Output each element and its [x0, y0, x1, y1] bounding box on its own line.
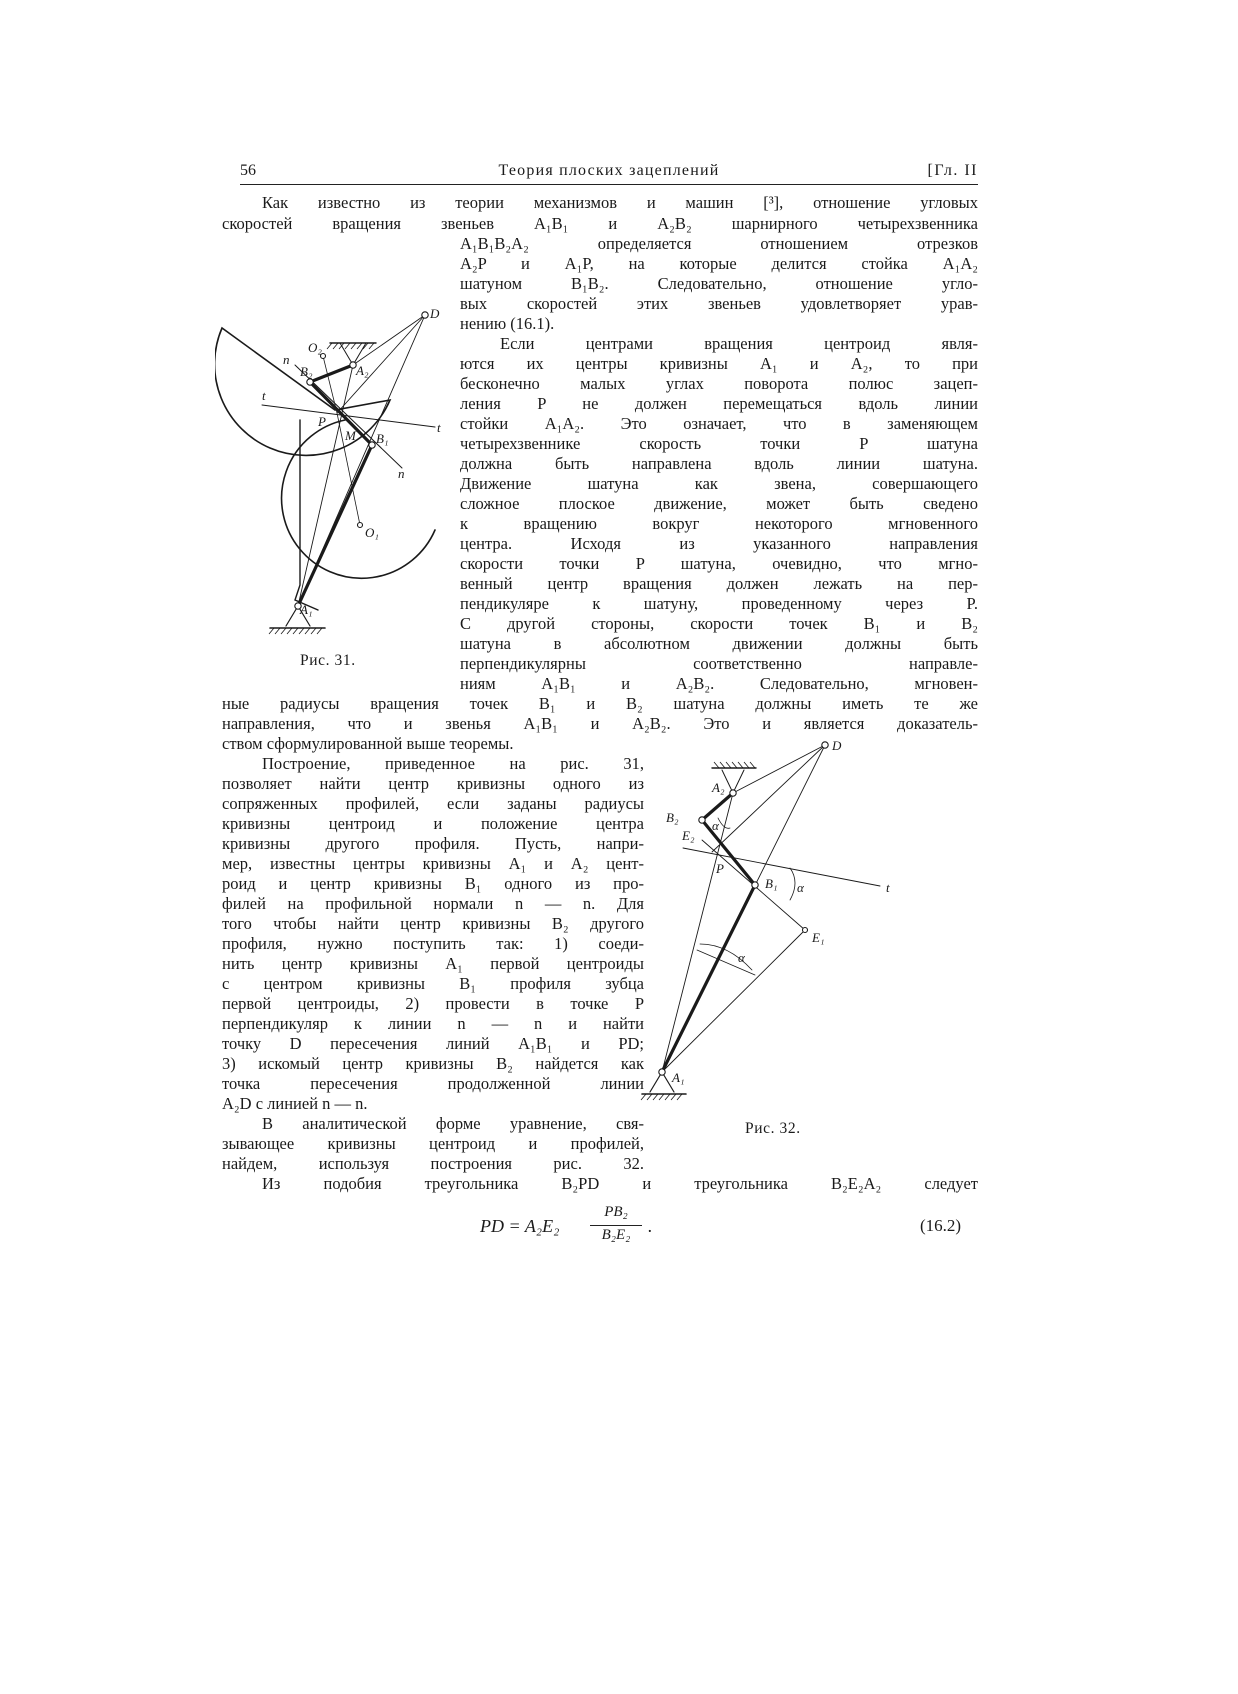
label-alpha-mid: α [738, 950, 745, 965]
text-line: Построение, приведенное на рис. 31, [262, 754, 644, 773]
formula-16-2 [480, 1204, 680, 1254]
text-line: центра. Исходя из указанного направления [460, 534, 978, 553]
chapter-marker: [Гл. II [927, 162, 978, 179]
text-line: скорости точки P шатуна, очевидно, что мгно- [460, 554, 978, 573]
text-line: найдем, используя построения рис. 32. [222, 1154, 644, 1173]
label-p: P [716, 861, 724, 876]
text-line: сопряженных профилей, если заданы радиусы [222, 794, 644, 813]
figure-32-caption: Рис. 32. [745, 1120, 801, 1137]
text-line: кривизны другого профиля. Пусть, напри- [222, 834, 644, 853]
joint-b1 [752, 882, 758, 888]
link-b2-a2 [702, 793, 733, 820]
label-b1: B₁ [376, 431, 389, 446]
label-a2: A₂ [356, 363, 369, 378]
formula-lhs: PD = A₂E₂ [480, 1216, 560, 1236]
label-o1: O₁ [365, 525, 379, 540]
label-d: D [832, 738, 842, 753]
label-b1: B₁ [765, 876, 778, 891]
text-line: венный центр вращения должен лежать на пер- [460, 574, 978, 593]
text-line: перпендикулярны соответственно направле- [460, 654, 978, 673]
line-a2-d [733, 745, 825, 793]
text-line: A₁B₁B₂A₂ определяется отношением отрезков [460, 234, 978, 253]
text-line: позволяет найти центр кривизны одного из [222, 774, 644, 793]
text-line: зывающее кривизны центроид и профилей, [222, 1134, 644, 1153]
text-line: Как известно из теории механизмов и машин [³], отношение угловых [262, 193, 978, 212]
text-line: с центром кривизны B₁ профиля зубца [222, 974, 644, 993]
text-line: ством сформулированной выше теоремы. [222, 734, 514, 753]
point-d [822, 742, 828, 748]
text-line: нить центр кривизны A₁ первой центроиды [222, 954, 644, 973]
label-alpha-right: α [797, 880, 804, 895]
joint-b2 [699, 817, 705, 823]
line-a1-e1 [662, 930, 805, 1072]
figure-32 [640, 730, 910, 1115]
text-line: Движение шатуна как звена, совершающего [460, 474, 978, 493]
label-t-right: t [437, 420, 441, 435]
coupler-b2-b1 [702, 820, 755, 885]
text-line: ются их центры кривизны A₁ и A₂, то при [460, 354, 978, 373]
equation-number: (16.2) [920, 1216, 962, 1235]
label-a1: A₁ [672, 1070, 685, 1085]
formula-denominator: B₂E₂ [601, 1227, 631, 1243]
text-line: мер, известны центры кривизны A₁ и A₂ цент- [222, 854, 644, 873]
text-line: первой центроиды, 2) провести в точке P [222, 994, 644, 1013]
figure-31 [215, 240, 460, 645]
line-a1-a2 [662, 793, 733, 1072]
label-e1: E₁ [812, 930, 825, 945]
text-line: должна быть направлена вдоль линии шатуна. [460, 454, 978, 473]
text-line: ления P не должен перемещаться вдоль линии [460, 394, 978, 413]
formula-period: . [648, 1216, 653, 1236]
text-line: точка пересечения продолженной линии [222, 1074, 644, 1093]
joint-a1 [659, 1069, 665, 1075]
text-line: ные радиусы вращения точек B₁ и B₂ шатуна должны иметь те же [222, 694, 978, 713]
text-line: того чтобы найти центр кривизны B₂ другого [222, 914, 644, 933]
label-t: t [886, 880, 890, 895]
point-o1 [358, 523, 363, 528]
text-line: точку D пересечения линий A₁B₁ и PD; [222, 1034, 644, 1053]
text-line: четырехзвеннике скорость точки P шатуна [460, 434, 978, 453]
joint-a2 [730, 790, 736, 796]
label-a2: A₂ [712, 780, 725, 795]
label-o2: O₂ [308, 340, 322, 355]
label-t-left: t [262, 388, 266, 403]
link-b2-a2 [310, 365, 353, 382]
lower-centroid-curve [282, 420, 435, 578]
formula-numerator: PB₂ [604, 1204, 628, 1220]
text-line: скоростей вращения звеньев A₁B₁ и A₂B₂ шарнирного четырехзвенника [222, 214, 978, 233]
running-title: Теория плоских зацеплений [498, 162, 720, 179]
joint-b2 [307, 379, 313, 385]
text-line: 3) искомый центр кривизны B₂ найдется как [222, 1054, 644, 1073]
ground-hatching [269, 343, 374, 634]
angle-mark-line [697, 950, 755, 975]
text-line: A₂D с линией n — n. [222, 1094, 368, 1113]
label-b2: B₂ [300, 364, 313, 379]
label-n-bottom: n [398, 466, 405, 481]
label-p: P [318, 414, 326, 429]
angle-arc-top [718, 818, 730, 828]
joint-b1 [369, 442, 375, 448]
text-line: кривизны центроид и положение центра [222, 814, 644, 833]
text-line: Если центрами вращения центроид явля- [500, 334, 978, 353]
point-d [422, 312, 428, 318]
text-line: В аналитической форме уравнение, свя- [262, 1114, 644, 1133]
label-b2: B₂ [666, 810, 679, 825]
page-number: 56 [240, 162, 256, 179]
fraction-bar [590, 1225, 642, 1226]
text-line: шатуна в абсолютном движении должны быть [460, 634, 978, 653]
label-n-top: n [283, 352, 290, 367]
running-header [240, 162, 978, 185]
text-line: вых скоростей этих звеньев удовлетворяет урав- [460, 294, 978, 313]
text-line: перпендикуляр к линии n — n и найти [222, 1014, 644, 1033]
text-line: нению (16.1). [460, 314, 555, 333]
point-e1 [803, 928, 808, 933]
text-line: направления, что и звенья A₁B₁ и A₂B₂. Это и является доказатель- [222, 714, 978, 733]
text-line: бесконечно малых углах поворота полюс зацеп- [460, 374, 978, 393]
text-line: сложное плоское движение, может быть сведено [460, 494, 978, 513]
text-line: стойки A₁A₂. Это означает, что в заменяющем [460, 414, 978, 433]
text-line: С другой стороны, скорости точек B₁ и B₂ [460, 614, 978, 633]
text-line: A₂P и A₁P, на которые делится стойка A₁A₂ [460, 254, 978, 273]
label-a1: A₁ [300, 602, 313, 617]
text-line: филей на профильной нормали n — n. Для [222, 894, 644, 913]
label-m: M [345, 428, 356, 443]
text-line: шатуном B₁B₂. Следовательно, отношение угло- [460, 274, 978, 293]
link-a1-b1 [662, 885, 755, 1072]
text-line: профиля, нужно поступить так: 1) соеди- [222, 934, 644, 953]
label-d: D [430, 306, 440, 321]
angle-arc-right [790, 868, 795, 900]
text-line: пендикуляре к шатуну, проведенному через P. [460, 594, 978, 613]
label-alpha-top: α [712, 818, 719, 833]
text-line: к вращению вокруг некоторого мгновенного [460, 514, 978, 533]
paragraph-5: Из подобия треугольника B₂PD и треугольника B₂E₂A₂ следует [262, 1174, 978, 1193]
tangent-line-t [683, 848, 880, 886]
figure-31-caption: Рис. 31. [300, 652, 356, 669]
text-line: роид и центр кривизны B₁ одного из про- [222, 874, 644, 893]
text-line: ниям A₁B₁ и A₂B₂. Следовательно, мгновен- [460, 674, 978, 693]
label-e2: E₂ [682, 828, 695, 843]
